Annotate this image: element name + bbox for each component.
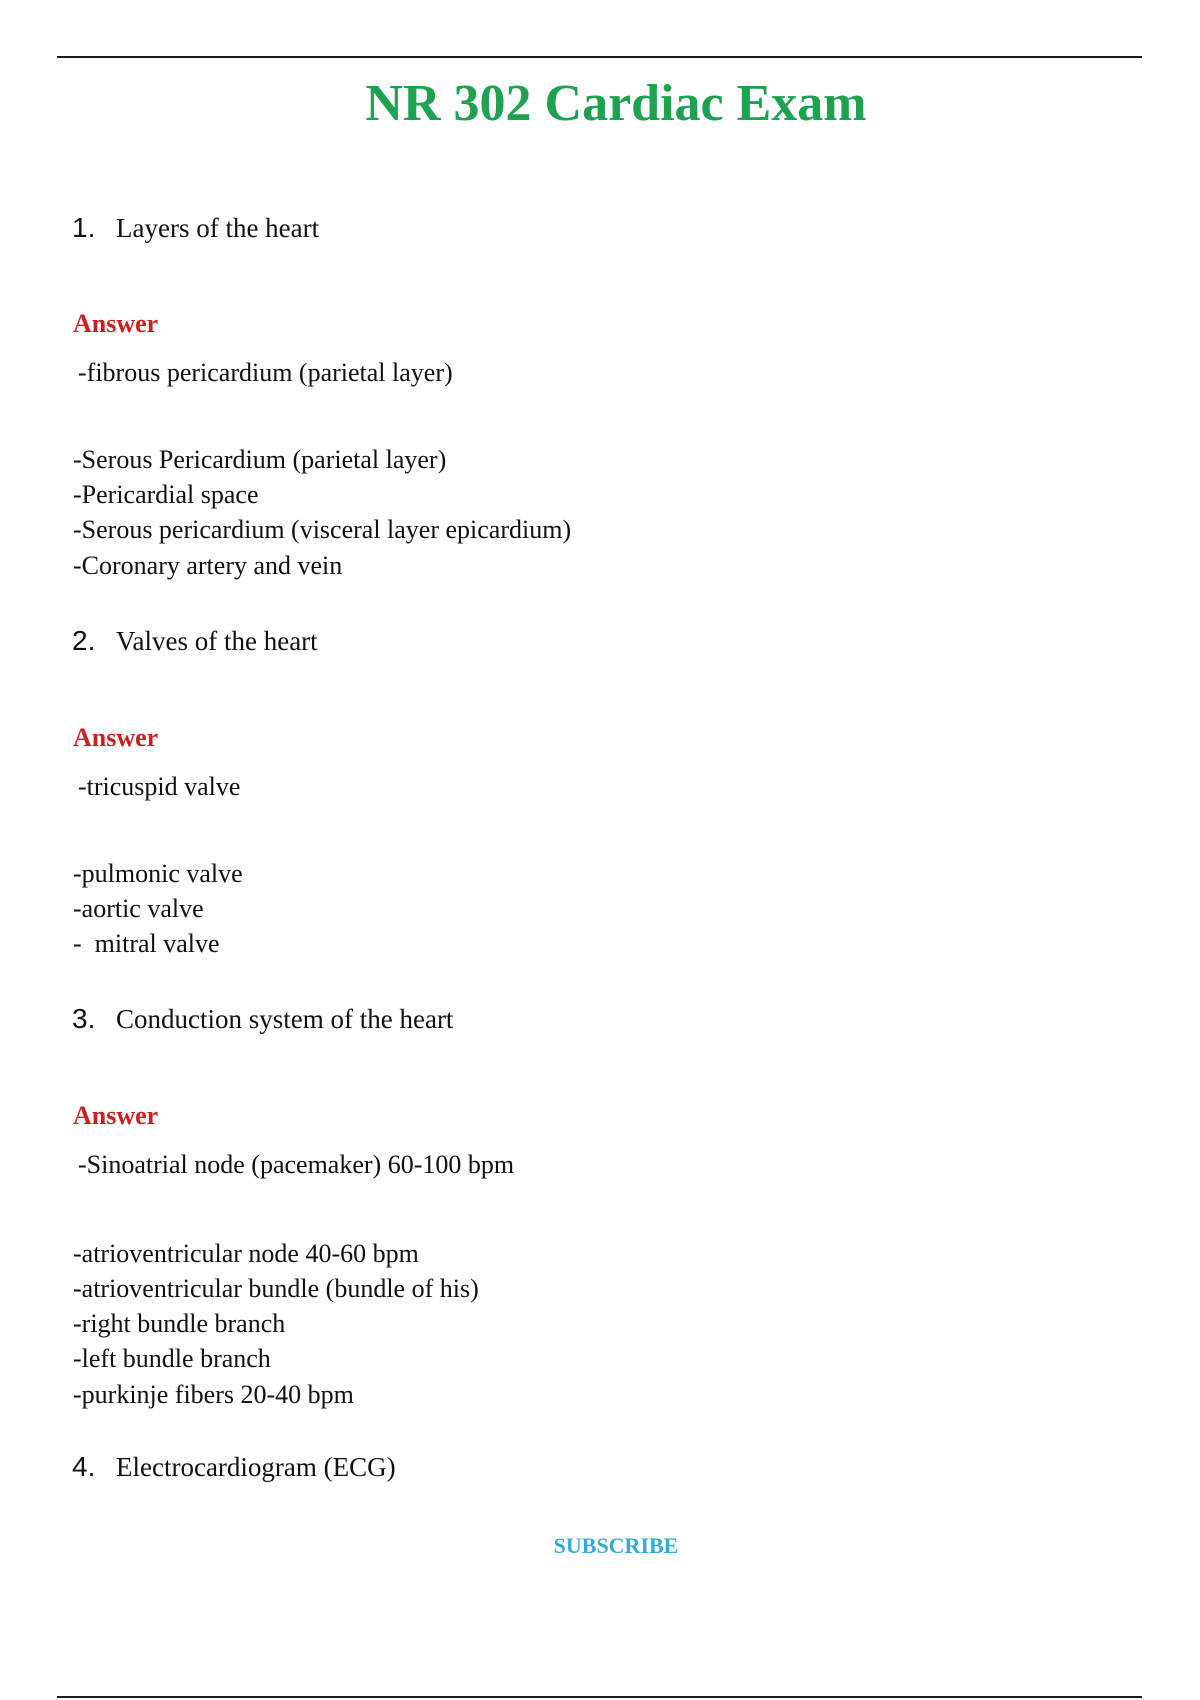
answer-label-3: Answer [73,1101,159,1130]
subscribe-link[interactable]: SUBSCRIBE [553,1533,679,1558]
question-text: Valves of the heart [116,626,318,656]
answer-2-line-3: -aortic valve [73,894,204,923]
answer-2-line-4: - mitral valve [73,929,220,958]
answer-2-line-2: -pulmonic valve [73,859,243,888]
question-number: 1. [72,212,96,243]
answer-2-line-1: -tricuspid valve [78,772,241,801]
question-text: Layers of the heart [116,213,320,243]
answer-3-line-6: -purkinje fibers 20-40 bpm [73,1380,354,1409]
answer-1-line-1: -fibrous pericardium (parietal layer) [78,358,453,387]
top-divider [57,56,1142,58]
question-number: 4. [72,1451,96,1482]
bottom-divider [57,1696,1142,1698]
question-number: 3. [72,1003,96,1034]
question-4 [72,1450,396,1484]
answer-label-2: Answer [73,723,159,752]
question-2 [72,624,318,658]
answer-3-line-3: -atrioventricular bundle (bundle of his) [73,1274,479,1303]
question-text: Electrocardiogram (ECG) [116,1452,396,1482]
question-text: Conduction system of the heart [116,1004,454,1034]
answer-1-line-2: -Serous Pericardium (parietal layer) [73,445,447,474]
answer-1-line-5: -Coronary artery and vein [73,551,343,580]
answer-label-1: Answer [73,309,159,338]
answer-1-line-4: -Serous pericardium (visceral layer epicardium) [73,515,572,544]
answer-3-line-4: -right bundle branch [73,1309,286,1338]
question-number: 2. [72,625,96,656]
question-1 [72,211,319,245]
answer-1-line-3: -Pericardial space [73,480,259,509]
page-title: NR 302 Cardiac Exam [365,75,867,132]
answer-3-line-2: -atrioventricular node 40-60 bpm [73,1239,419,1268]
question-3 [72,1002,453,1036]
answer-3-line-5: -left bundle branch [73,1344,271,1373]
answer-3-line-1: -Sinoatrial node (pacemaker) 60-100 bpm [78,1150,515,1179]
